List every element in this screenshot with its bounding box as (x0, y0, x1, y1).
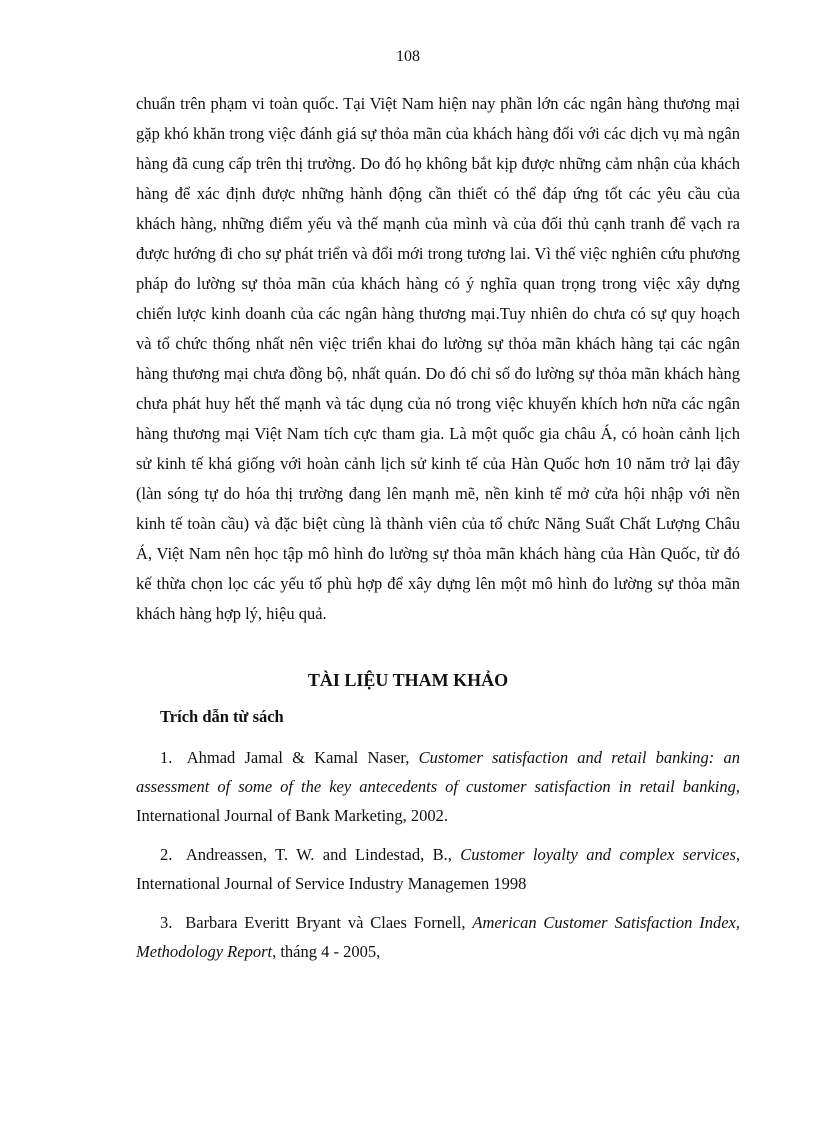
reference-item (136, 743, 740, 830)
page-number: 108 (396, 48, 420, 65)
reference-list (136, 743, 740, 976)
reference-details: , International Journal of Service Industry Managemen 1998 (136, 845, 741, 893)
reference-details: , tháng 4 - 2005, (272, 942, 381, 961)
reference-item (136, 908, 740, 966)
references-subheading: Trích dẫn từ sách (160, 707, 284, 726)
body-text (136, 89, 740, 629)
reference-authors: Barbara Everitt Bryant và Claes Fornell, (185, 913, 473, 932)
reference-item (136, 840, 740, 898)
reference-title: Customer loyalty and complex services (460, 845, 736, 864)
reference-authors: Andreassen, T. W. and Lindestad, B., (185, 845, 461, 864)
reference-title: Customer satisfaction and retail banking: an assessment of some of the key antecedents of customer satisfaction in retail banking (136, 748, 740, 796)
reference-authors: Ahmad Jamal & Kamal Naser, (186, 748, 419, 767)
body-paragraph: chuẩn trên phạm vi toàn quốc. Tại Việt Nam hiện nay phần lớn các ngân hàng thương mại gặp khó khăn trong việc đánh giá sự thỏa mãn của khách hàng đối với các dịch vụ mà ngân hàng đã cung cấp trên thị trường. Do đó họ không bắt kịp được những cảm nhận của khách hàng để xác định được những hành động cần thiết có thể đáp ứng tốt các yêu cầu của khách hàng, những điểm yếu và thế mạnh của mình và của đối thủ cạnh tranh để vạch ra được hướng đi cho sự phát triển và đổi mới trong tương lai. Vì thế việc nghiên cứu phương pháp đo lường sự thỏa mãn của khách hàng có ý nghĩa quan trọng trong việc xây dựng chiến lược kinh doanh của các ngân hàng thương mại.Tuy nhiên do chưa có sự quy hoạch và tổ chức thống nhất nên việc triển khai đo lường sự thỏa mãn khách hàng tại các ngân hàng thương mại chưa đồng bộ, nhất quán. Do đó chỉ số đo lường sự thỏa mãn khách hàng chưa phát huy hết thế mạnh và tác dụng của nó trong việc khuyến khích hơn nữa các ngân hàng thương mại Việt Nam tích cực tham gia. Là một quốc gia châu Á, có hoàn cảnh lịch sử kinh tế khá giống với hoàn cảnh lịch sử kinh tế của Hàn Quốc hơn 10 năm trở lại đây (làn sóng tự do hóa thị trường đang lên mạnh mẽ, nền kinh tế mở cửa hội nhập với nền kinh tế toàn cầu) và đặc biệt cùng là thành viên của tổ chức Năng Suất Chất Lượng Châu Á, Việt Nam nên học tập mô hình đo lường sự thỏa mãn khách hàng của Hàn Quốc, từ đó kế thừa chọn lọc các yếu tố phù hợp để xây dựng lên một mô hình đo lường sự thỏa mãn khách hàng hợp lý, hiệu quả. (136, 94, 740, 623)
reference-number: 2. (160, 845, 173, 864)
reference-title: American Customer Satisfaction Index, Methodology Report (136, 913, 740, 961)
reference-number: 3. (160, 913, 173, 932)
references-title: TÀI LIỆU THAM KHẢO (307, 670, 509, 690)
reference-number: 1. (160, 748, 173, 767)
reference-details: , International Journal of Bank Marketing, 2002. (136, 777, 740, 825)
